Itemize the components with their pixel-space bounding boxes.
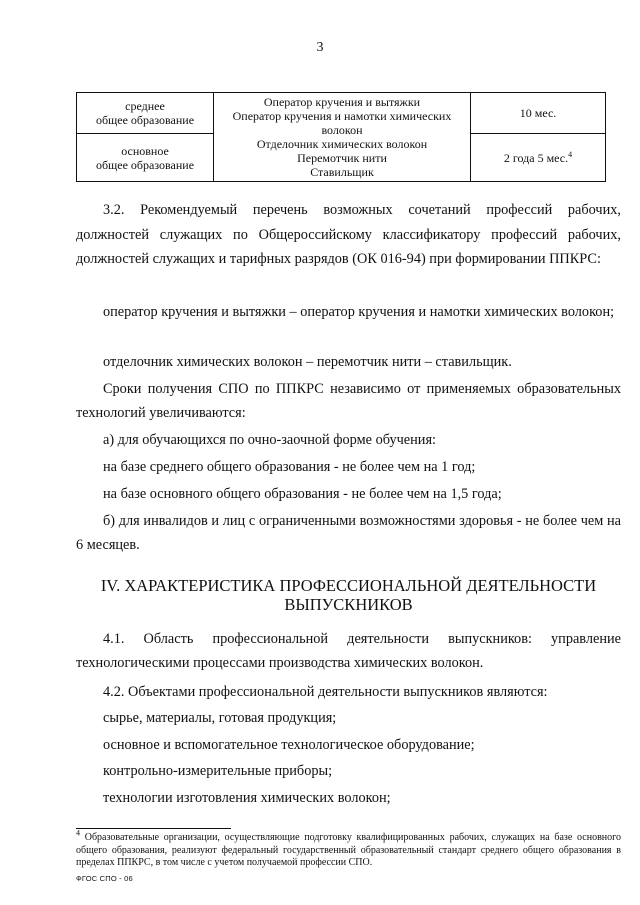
paragraph-terms: Сроки получения СПО по ППКРС независимо от применяемых образовательных технологий увеличиваются: xyxy=(76,381,621,421)
paragraph-item-a1: на базе среднего общего образования - не более чем на 1 год; xyxy=(103,459,476,475)
section-heading: IV. ХАРАКТЕРИСТИКА ПРОФЕССИОНАЛЬНОЙ ДЕЯТЕЛЬНОСТИ ВЫПУСКНИКОВ xyxy=(100,576,597,614)
term-cell: 10 мес. xyxy=(471,93,606,134)
footnote-text: Образовательные организации, осуществляющие подготовку квалифицированных рабочих, служащих на базе основного общего образования, реализуют федеральный государственный образовательный стандарт среднего общего образования в пределах ППКРС, в том числе с учетом получаемой профессии СПО. xyxy=(76,832,621,868)
education-cell: среднее общее образование xyxy=(77,93,214,134)
professions-cell: Оператор кручения и вытяжки Оператор кручения и намотки химических волокон Отделочник химических волокон Перемотчик нити Ставильщик xyxy=(214,93,471,182)
table-row xyxy=(77,93,606,134)
object-item-4: технологии изготовления химических волокон; xyxy=(103,790,391,806)
document-code: ФГОС СПО - 06 xyxy=(76,874,133,883)
object-item-2: основное и вспомогательное технологическое оборудование; xyxy=(103,737,475,753)
professions-table xyxy=(76,92,606,182)
object-item-3: контрольно-измерительные приборы; xyxy=(103,763,333,779)
footnote-divider xyxy=(76,828,231,829)
paragraph-item-b: б) для инвалидов и лиц с ограниченными возможностями здоровья - не более чем на 6 месяцев. xyxy=(76,513,621,553)
footnote-mark: 4 xyxy=(76,828,80,838)
object-item-1: сырье, материалы, готовая продукция; xyxy=(103,710,337,726)
paragraph-combination-2: отделочник химических волокон – перемотчик нити – ставильщик. xyxy=(103,354,512,370)
paragraph-item-a: а) для обучающихся по очно-заочной форме обучения: xyxy=(103,432,436,448)
paragraph-combination-1: оператор кручения и вытяжки – оператор кручения и намотки химических волокон; xyxy=(103,304,615,320)
education-cell: основное общее образование xyxy=(77,134,214,182)
term-cell: 2 года 5 мес.$^4$ xyxy=(471,134,606,182)
footnote xyxy=(76,828,621,870)
paragraph-3-2: 3.2. Рекомендуемый перечень возможных сочетаний профессий рабочих, должностей служащих по Общероссийскому классификатору профессий рабочих, должностей служащих и тарифных разрядов (ОК 016-94) при формировании ППКРС: xyxy=(76,202,621,267)
paragraph-item-a2: на базе основного общего образования - не более чем на 1,5 года; xyxy=(103,486,502,502)
page-number: 3 xyxy=(316,40,324,55)
paragraph-4-2: 4.2. Объектами профессиональной деятельности выпускников являются: xyxy=(103,684,548,700)
paragraph-4-1: 4.1. Область профессиональной деятельности выпускников: управление технологическими процессами производства химических волокон. xyxy=(76,631,621,671)
